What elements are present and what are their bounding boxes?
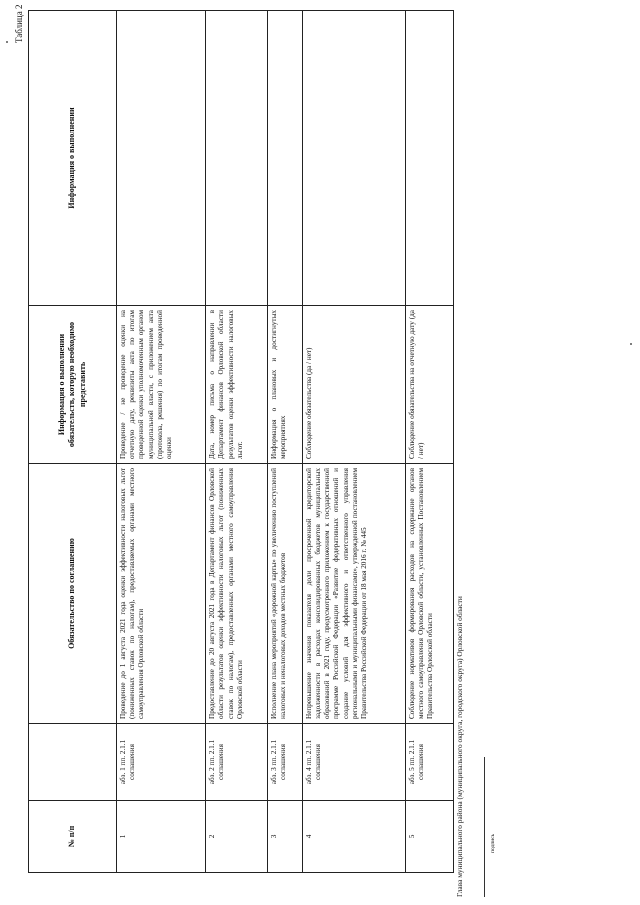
- row-info: Дата, номер письма о направлении в Департамент финансов Орловской области результатов оценки эффективности налоговых льгот.: [206, 306, 268, 464]
- row-obligation: Проведение до 1 августа 2021 года оценки эффективности налоговых льгот (пониженных ставок по налогам), предоставляемых органами местного самоуправления Орловской области: [117, 464, 206, 724]
- scan-dot: [6, 41, 8, 43]
- header-execution: Информация о выполнении: [29, 11, 117, 306]
- row-execution: [405, 11, 453, 306]
- row-ref: абз. 5 пп. 2.1.1 соглашения: [405, 724, 453, 801]
- table-header-row: [29, 11, 117, 873]
- signature-caption: подпись: [490, 833, 496, 853]
- row-num: 5: [405, 801, 453, 873]
- row-ref: абз. 3 пп. 2.1.1 соглашения: [268, 724, 303, 801]
- table-row: [302, 11, 405, 873]
- table-label: Таблица 2: [14, 4, 24, 43]
- row-info: Соблюдение обязательства на отчетную дату (да / нет): [405, 306, 453, 464]
- row-info: Информация о плановых и достигнутых мероприятиях: [268, 306, 303, 464]
- row-obligation: Предоставление до 20 августа 2021 года в Департамент финансов Орловской области результатов оценки эффективности налоговых льгот (пониженных ставок по налогам), предоставленных органами местного самоуправления Орловской области: [206, 464, 268, 724]
- row-execution: [206, 11, 268, 306]
- row-execution: [268, 11, 303, 306]
- header-ref: [29, 724, 117, 801]
- signer-title: Глава муниципального района (муниципального округа, городского округа) Орловской области: [455, 596, 464, 897]
- obligations-table: [28, 10, 454, 873]
- table-row: [117, 11, 206, 873]
- header-info-required: Информация о выполнении обязательств, которую необходимо представить: [29, 306, 117, 464]
- header-obligation: Обязательство по соглашению: [29, 464, 117, 724]
- scan-dot: [630, 343, 632, 345]
- row-ref: абз. 1 пп. 2.1.1 соглашения: [117, 724, 206, 801]
- row-info: Проведение / не проведение оценки на отчетную дату, реквизиты акта по итогам проведенной оценки уполномоченным органом муниципальной власти, с приложением акта (протокола, решения) по итогам проведенной оценки: [117, 306, 206, 464]
- row-num: 2: [206, 801, 268, 873]
- row-num: 3: [268, 801, 303, 873]
- row-execution: [117, 11, 206, 306]
- table-row: [405, 11, 453, 873]
- row-ref: абз. 2 пп. 2.1.1 соглашения: [206, 724, 268, 801]
- header-num: № п/п: [29, 801, 117, 873]
- row-ref: абз. 4 пп. 2.1.1 соглашения: [302, 724, 405, 801]
- row-info: Соблюдение обязательства (да / нет): [302, 306, 405, 464]
- row-execution: [302, 11, 405, 306]
- signature-line: [484, 757, 485, 897]
- row-obligation: Непревышение значения показателя доли просроченной кредиторской задолженности в расходах консолидированных бюджетов муниципальных образований в 2021 году, предусмотренного приложением к государственной программе Российской Федерации «Развитие федеративных отношений и создание условий для эффективного и ответственного управления региональными и муниципальными финансами», утвержденной постановлением Правительства Российской Федерации от 18 мая 2016 г. № 445: [302, 464, 405, 724]
- row-num: 4: [302, 801, 405, 873]
- table-row: [206, 11, 268, 873]
- row-obligation: Исполнение плана мероприятий «дорожной карты» по увеличению поступлений налоговых и неналоговых доходов местных бюджетов: [268, 464, 303, 724]
- row-num: 1: [117, 801, 206, 873]
- table-row: [268, 11, 303, 873]
- row-obligation: Соблюдение нормативов формирования расходов на содержание органов местного самоуправления Орловской области, установленных Постановлением Правительства Орловской области: [405, 464, 453, 724]
